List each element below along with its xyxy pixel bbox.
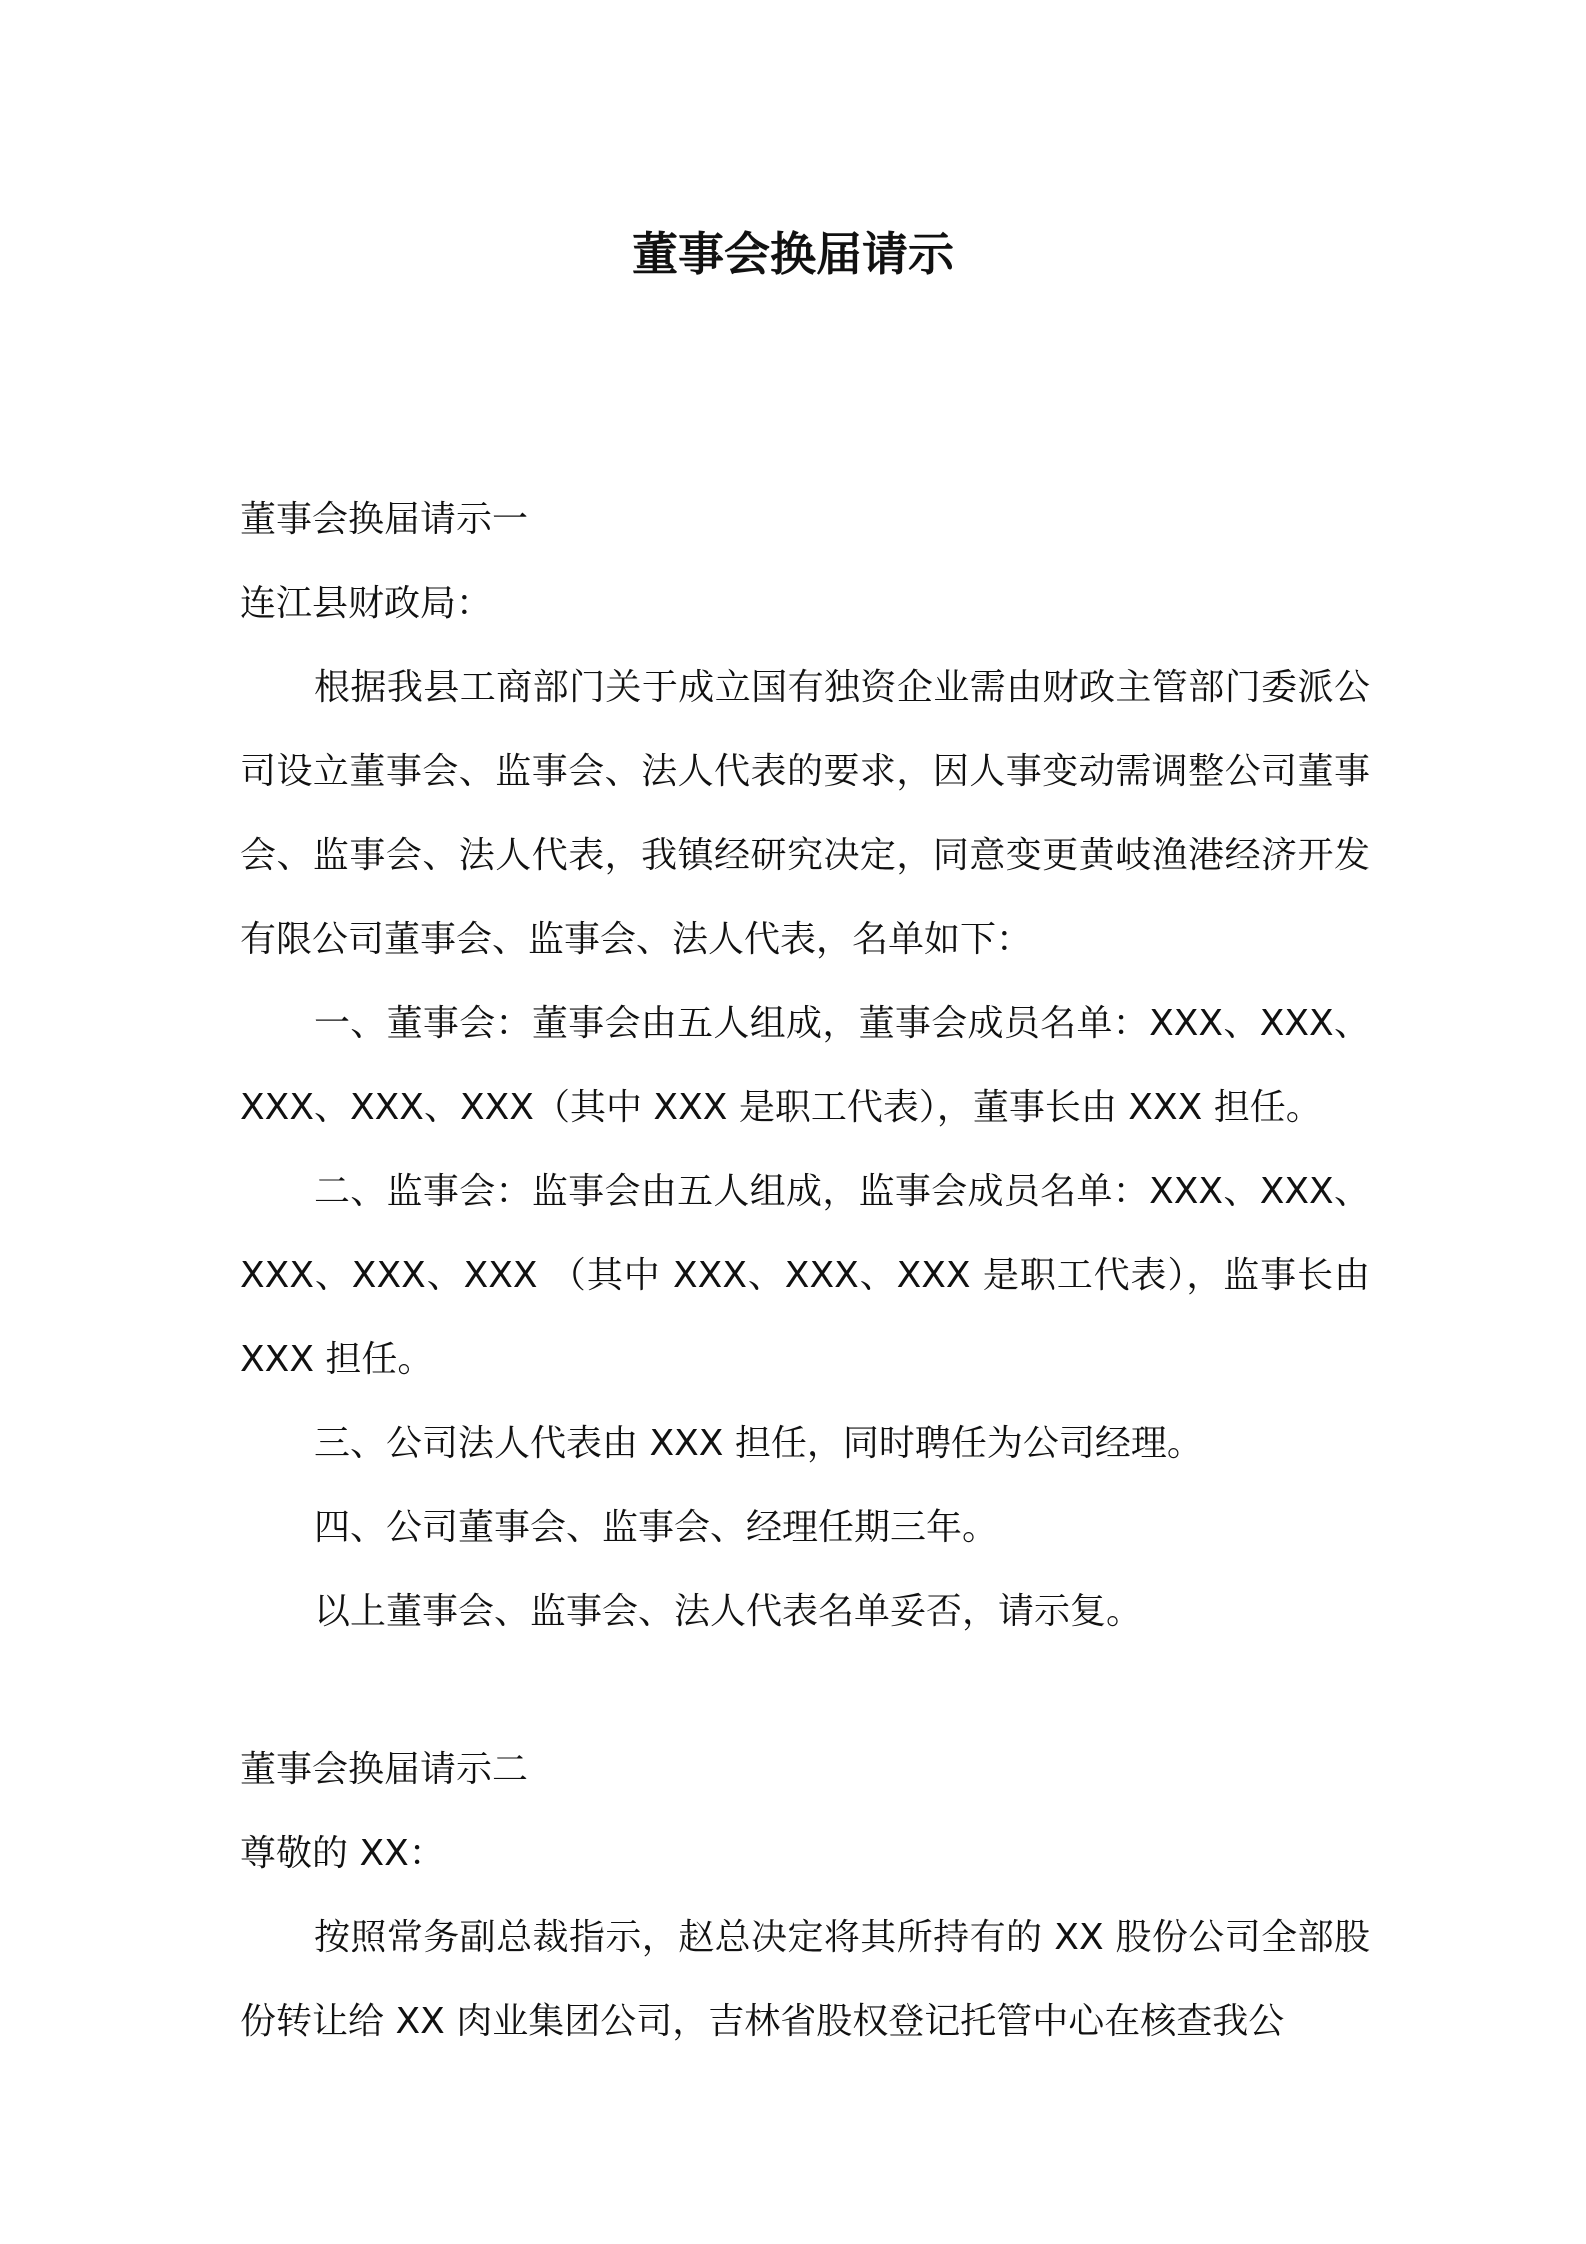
request-section-two — [240, 1728, 1370, 2064]
section-heading: 董事会换届请示二 — [240, 1749, 529, 1790]
term-paragraph: 四、公司董事会、监事会、经理任期三年。 — [314, 1507, 999, 1548]
salutation: 尊敬的 XX： — [240, 1833, 445, 1874]
body-paragraph: 根据我县工商部门关于成立国有独资企业需由财政主管部门委派公司设立董事会、监事会、法人代表的要求，因人事变动需调整公司董事会、监事会、法人代表，我镇经研究决定，同意变更黄岐渔港经济开发有限公司董事会、监事会、法人代表，名单如下： — [240, 667, 1370, 960]
supervisory-paragraph: 二、监事会：监事会由五人组成，监事会成员名单：XXX、XXX、XXX、XXX、XXX （其中 XXX、XXX、XXX 是职工代表），监事长由 XXX 担任。 — [240, 1171, 1370, 1380]
salutation: 连江县财政局： — [240, 583, 493, 624]
closing-paragraph: 以上董事会、监事会、法人代表名单妥否，请示复。 — [314, 1591, 1143, 1632]
legal-rep-paragraph: 三、公司法人代表由 XXX 担任，同时聘任为公司经理。 — [314, 1423, 1203, 1464]
section-heading: 董事会换届请示一 — [240, 499, 529, 540]
request-section-one — [240, 478, 1370, 1654]
body-paragraph: 按照常务副总裁指示，赵总决定将其所持有的 XX 股份公司全部股份转让给 XX 肉业集团公司，吉林省股权登记托管中心在核查我公 — [240, 1917, 1370, 2042]
document-title: 董事会换届请示 — [632, 227, 954, 281]
board-paragraph: 一、董事会：董事会由五人组成，董事会成员名单：XXX、XXX、XXX、XXX、XXX（其中 XXX 是职工代表），董事长由 XXX 担任。 — [240, 1003, 1370, 1128]
